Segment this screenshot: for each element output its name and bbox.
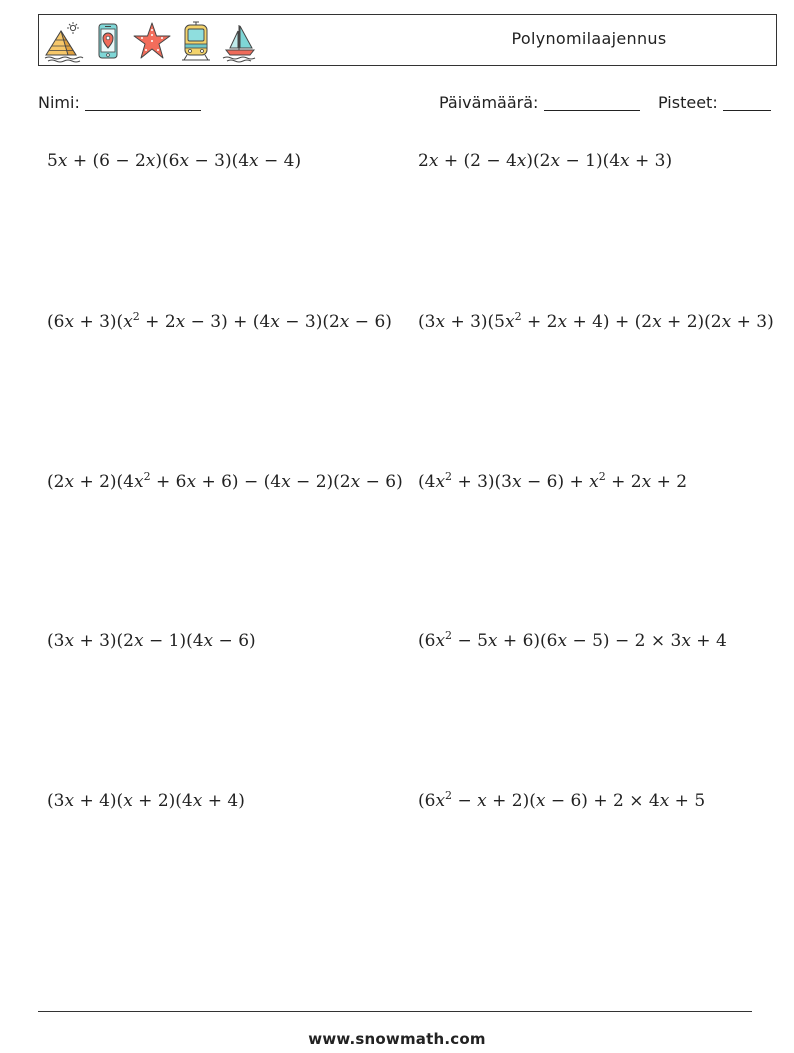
date-field bbox=[439, 93, 640, 112]
problem-1: 5x + (6 − 2x)(6x − 3)(4x − 4) bbox=[47, 151, 302, 171]
problem-7: (3x + 3)(2x − 1)(4x − 6) bbox=[47, 631, 256, 651]
problem-9: (3x + 4)(x + 2)(4x + 4) bbox=[47, 791, 245, 811]
score-blank-line bbox=[723, 109, 771, 111]
problem-5: $(2x + 2)(4x^2 + 6x + 6) - (4x - 2)(2x - 6)$ bbox=[47, 470, 403, 492]
score-label: Pisteet: bbox=[658, 93, 718, 112]
date-blank-line bbox=[544, 109, 640, 111]
header-icons bbox=[43, 19, 261, 63]
footer-url: www.snowmath.com bbox=[308, 1030, 486, 1048]
name-label: Nimi: bbox=[38, 93, 80, 112]
score-field bbox=[658, 93, 771, 112]
tram-icon bbox=[175, 19, 217, 63]
worksheet-header bbox=[38, 14, 777, 66]
problem-8: $(6x^2 - 5x + 6)(6x - 5) - 2 \times 3x + 4$ bbox=[418, 629, 727, 651]
problem-2: 2x + (2 − 4x)(2x − 1)(4x + 3) bbox=[418, 151, 673, 171]
starfish-icon bbox=[131, 19, 173, 63]
problem-6: $(4x^2 + 3)(3x - 6) + x^2 + 2x + 2$ bbox=[418, 470, 688, 492]
problem-10: $(6x^2 - x + 2)(x - 6) + 2 \times 4x + 5$ bbox=[418, 789, 706, 811]
footer-divider bbox=[38, 1011, 752, 1012]
problem-3: $(6x + 3)(x^2 + 2x - 3) + (4x - 3)(2x - 6)$ bbox=[47, 310, 392, 332]
name-field bbox=[38, 93, 201, 112]
sailboat-icon bbox=[219, 19, 261, 63]
phone-location-icon bbox=[87, 19, 129, 63]
name-blank-line bbox=[85, 109, 201, 111]
worksheet-title: Polynomilaajennus bbox=[511, 29, 667, 48]
problem-4: $(3x + 3)(5x^2 + 2x + 4) + (2x + 2)(2x + 3)$ bbox=[418, 310, 774, 332]
pyramid-icon bbox=[43, 19, 85, 63]
date-label: Päivämäärä: bbox=[439, 93, 539, 112]
